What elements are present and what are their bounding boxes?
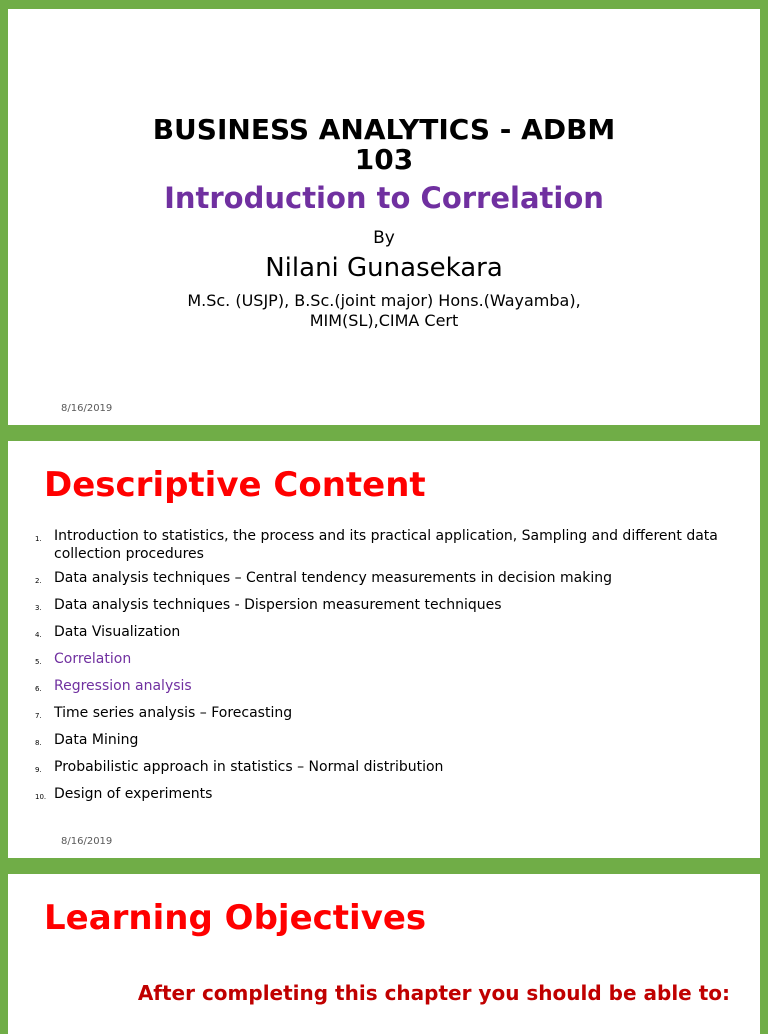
item-text: Data analysis techniques - Dispersion measurement techniques xyxy=(54,597,502,613)
lecture-subtitle: Introduction to Correlation xyxy=(164,181,604,215)
topic-list xyxy=(35,527,735,812)
credentials-line2: MIM(SL),CIMA Cert xyxy=(309,311,459,330)
list-item xyxy=(35,677,735,698)
course-title-line1: BUSINESS ANALYTICS - ADBM xyxy=(152,113,616,146)
item-number: 7. xyxy=(35,712,42,720)
item-text: Probabilistic approach in statistics – Normal distribution xyxy=(54,759,444,775)
item-number: 2. xyxy=(35,577,42,585)
list-item xyxy=(35,785,735,806)
slide-date: 8/16/2019 xyxy=(61,836,113,847)
list-item xyxy=(35,527,735,563)
objectives-slide xyxy=(8,874,760,1034)
item-number: 8. xyxy=(35,739,42,747)
course-title-line2: 103 xyxy=(354,143,414,176)
item-number: 1. xyxy=(35,535,42,543)
item-number: 4. xyxy=(35,631,42,639)
item-number: 3. xyxy=(35,604,42,612)
list-item xyxy=(35,596,735,617)
list-item xyxy=(35,731,735,752)
author-credentials xyxy=(8,291,760,331)
author-name: Nilani Gunasekara xyxy=(265,253,503,283)
item-text: Correlation xyxy=(54,651,132,667)
slide-heading: Learning Objectives xyxy=(44,898,427,938)
list-item xyxy=(35,650,735,671)
item-text: Regression analysis xyxy=(54,678,192,694)
list-item xyxy=(35,704,735,725)
objectives-lead: After completing this chapter you should be able to: xyxy=(137,981,730,1005)
item-text: Design of experiments xyxy=(54,786,213,802)
slide-heading: Descriptive Content xyxy=(44,465,426,505)
item-number: 6. xyxy=(35,685,42,693)
item-number: 5. xyxy=(35,658,42,666)
content-slide xyxy=(8,441,760,858)
item-text: Introduction to statistics, the process and its practical application, Sampling and different data collection procedures xyxy=(54,528,718,562)
list-item xyxy=(35,623,735,644)
item-text: Data Visualization xyxy=(54,624,181,640)
item-number: 10. xyxy=(35,793,47,801)
list-item xyxy=(35,569,735,590)
slide-date: 8/16/2019 xyxy=(61,403,113,414)
title-slide xyxy=(8,9,760,425)
item-number: 9. xyxy=(35,766,42,774)
list-item xyxy=(35,758,735,779)
item-text: Data Mining xyxy=(54,732,139,748)
by-label: By xyxy=(373,228,395,248)
course-title xyxy=(8,115,760,175)
item-text: Data analysis techniques – Central tendency measurements in decision making xyxy=(54,570,612,586)
item-text: Time series analysis – Forecasting xyxy=(54,705,293,721)
credentials-line1: M.Sc. (USJP), B.Sc.(joint major) Hons.(Wayamba), xyxy=(187,291,581,310)
